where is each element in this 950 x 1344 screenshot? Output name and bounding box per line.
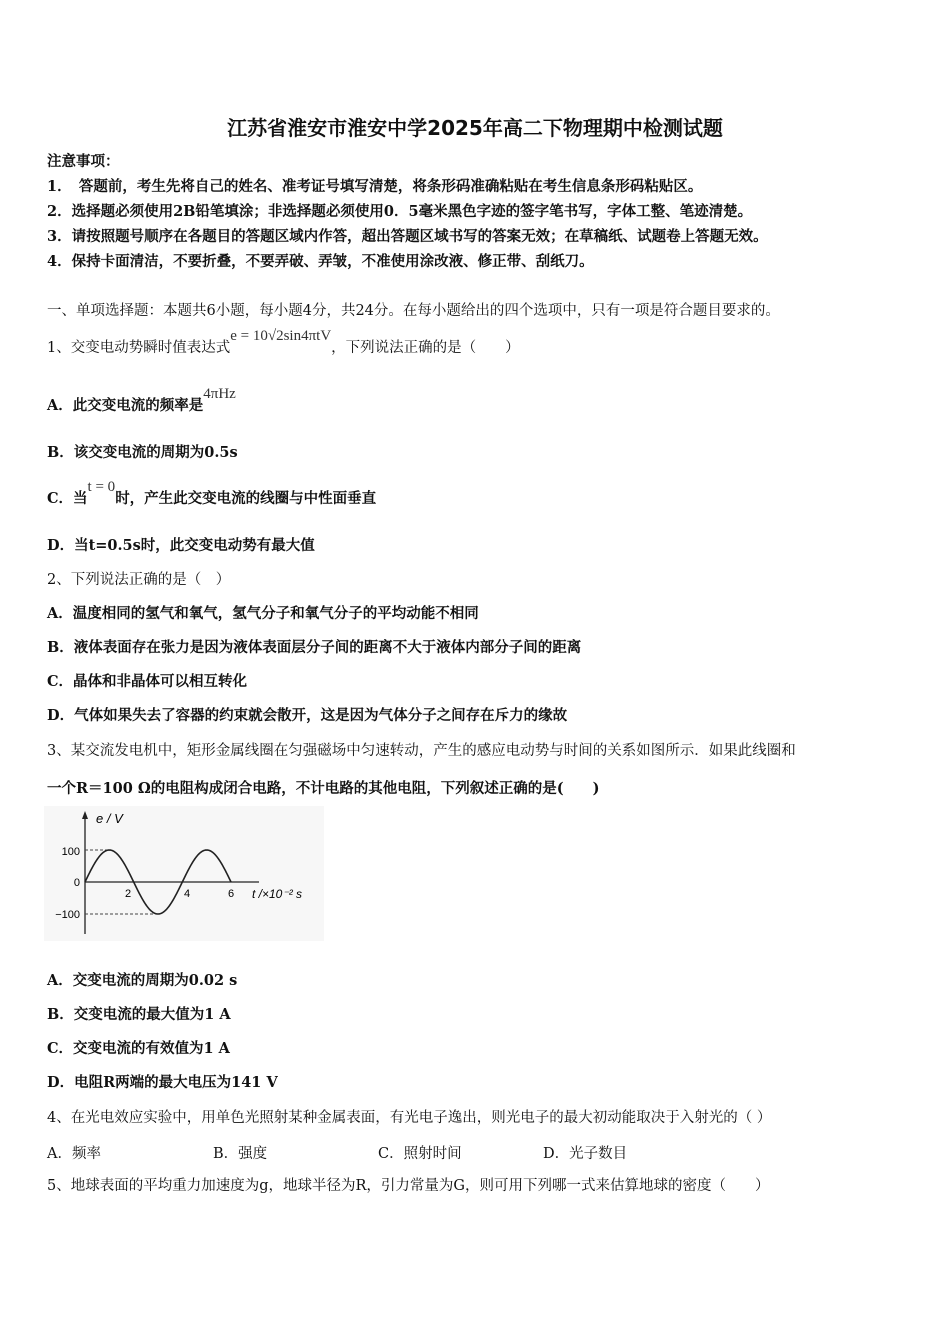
page-title: 江苏省淮安市淮安中学2025年高二下物理期中检测试题 xyxy=(227,116,723,140)
notice-item-1: 1． 答题前，考生先将自己的姓名、准考证号填写清楚，将条形码准确粘贴在考生信息条形码粘贴区。 xyxy=(47,178,703,195)
q3-option-a: A．交变电流的周期为0.02 s xyxy=(47,972,238,989)
q2-stem: 2、下列说法正确的是（ ） xyxy=(47,572,231,588)
q1-option-c xyxy=(47,479,377,509)
q3-option-c: C．交变电流的有效值为1 A xyxy=(47,1040,230,1057)
q1-option-a-text: A．此交变电流的频率是 xyxy=(47,397,204,414)
y-tick-label-minus-100: −100 xyxy=(55,909,80,921)
q1-option-c-math: t = 0 xyxy=(87,479,116,495)
q4-option-b: B．强度 xyxy=(213,1146,268,1162)
q1-stem-post: ，下列说法正确的是（ ） xyxy=(331,340,520,356)
q5-stem: 5、地球表面的平均重力加速度为g，地球半径为R，引力常量为G，则可用下列哪一式来估算地球的密度（ ） xyxy=(47,1178,770,1194)
y-tick-label-0: 0 xyxy=(73,877,80,889)
q1-stem xyxy=(47,328,520,358)
q1-option-b: B．该交变电流的周期为0.5s xyxy=(47,444,238,461)
q3-stem-line2: 一个R＝100 Ω的电阻构成闭合电路，不计电路的其他电阻，下列叙述正确的是( ) xyxy=(47,780,600,797)
x-tick-label-6: 6 xyxy=(227,888,235,900)
q4-option-a: A．频率 xyxy=(47,1146,101,1162)
q4-stem: 4、在光电效应实验中，用单色光照射某种金属表面，有光电子逸出，则光电子的最大初动能取决于入射光的（ ） xyxy=(47,1110,772,1126)
q2-option-b: B．液体表面存在张力是因为液体表面层分子间的距离不大于液体内部分子间的距离 xyxy=(47,639,582,656)
notice-header: 注意事项： xyxy=(47,153,120,170)
y-axis-label: e / V xyxy=(96,811,123,826)
q1-option-c-post: 时，产生此交变电流的线圈与中性面垂直 xyxy=(115,490,377,507)
q4-option-d: D．光子数目 xyxy=(543,1146,628,1162)
q3-emf-time-graph xyxy=(44,806,324,941)
q4-option-c: C．照射时间 xyxy=(378,1146,462,1162)
q3-stem-line1: 3、某交流发电机中，矩形金属线圈在匀强磁场中匀速转动，产生的感应电动势与时间的关系如图所示．如果此线圈和 xyxy=(47,743,796,759)
section-heading: 一、单项选择题：本题共6小题，每小题4分，共24分。在每小题给出的四个选项中，只有一项是符合题目要求的。 xyxy=(47,303,780,319)
chart-background xyxy=(44,806,324,941)
q1-option-a xyxy=(47,386,236,416)
y-tick-label-100: 100 xyxy=(61,846,80,858)
q3-option-d: D．电阻R两端的最大电压为141 V xyxy=(47,1074,278,1091)
x-tick-label-4: 4 xyxy=(183,888,191,900)
x-axis-label: t /×10⁻² s xyxy=(252,887,303,901)
q3-option-b: B．交变电流的最大值为1 A xyxy=(47,1006,231,1023)
notice-item-3: 3．请按照题号顺序在各题目的答题区域内作答，超出答题区域书写的答案无效；在草稿纸、试题卷上答题无效。 xyxy=(47,228,768,245)
q2-option-d: D．气体如果失去了容器的约束就会散开，这是因为气体分子之间存在斥力的缘故 xyxy=(47,707,568,724)
q1-formula: e = 10√2sin4πtV xyxy=(230,328,332,344)
q1-option-a-math: 4πHz xyxy=(203,386,236,402)
notice-item-4: 4．保持卡面清洁，不要折叠，不要弄破、弄皱，不准使用涂改液、修正带、刮纸刀。 xyxy=(47,253,594,270)
x-tick-label-2: 2 xyxy=(124,888,132,900)
q2-option-c: C．晶体和非晶体可以相互转化 xyxy=(47,673,248,690)
q1-option-c-pre: C．当 xyxy=(47,490,88,507)
q1-option-d: D．当t=0.5s时，此交变电动势有最大值 xyxy=(47,537,315,554)
q2-option-a: A．温度相同的氢气和氧气，氢气分子和氧气分子的平均动能不相同 xyxy=(47,605,479,622)
notice-item-2: 2．选择题必须使用2B铅笔填涂；非选择题必须使用0．5毫米黑色字迹的签字笔书写，字体工整、笔迹清楚。 xyxy=(47,203,753,220)
q1-stem-pre: 1、交变电动势瞬时值表达式 xyxy=(47,340,231,356)
